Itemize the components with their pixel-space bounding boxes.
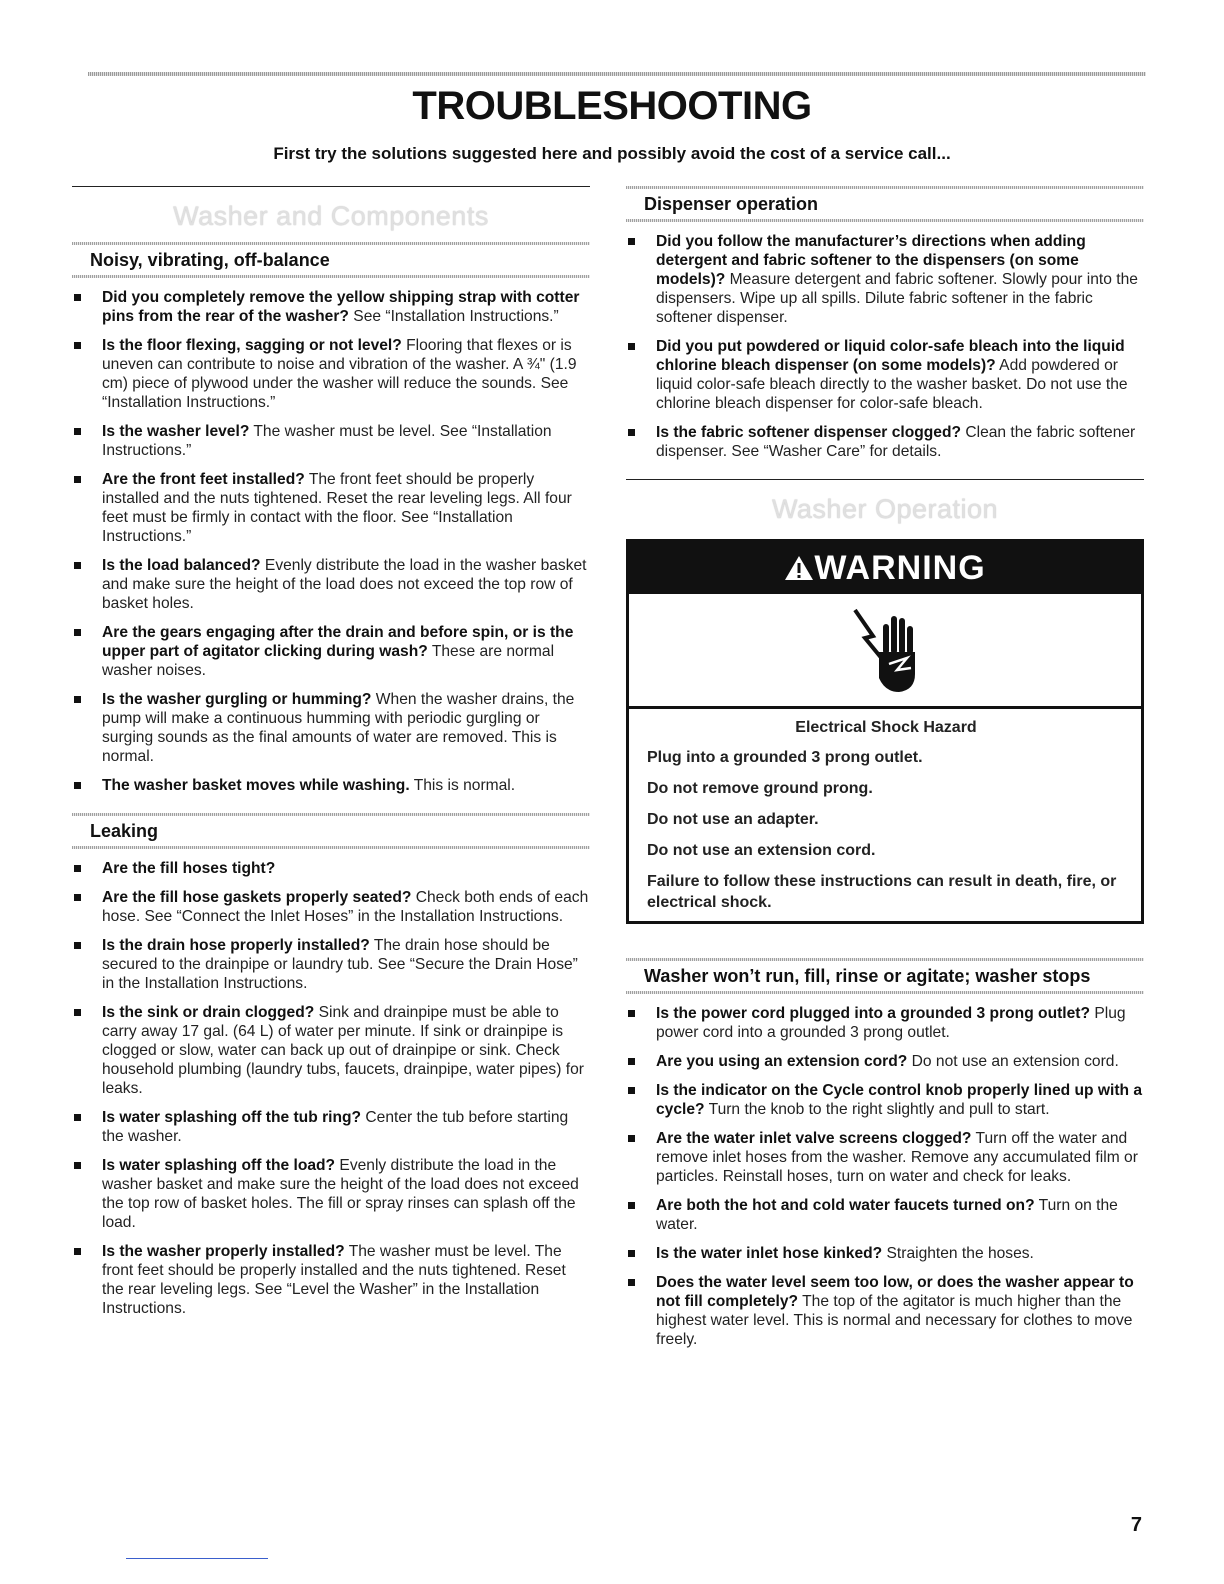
section-title-washer-operation: Washer Operation xyxy=(771,494,999,524)
item-answer: The top of the agitator is much higher than the highest water level. This is normal and necessary for clothes to move freely. xyxy=(656,1293,1133,1348)
item-answer: These are normal washer noises. xyxy=(102,643,555,679)
item-question: Is the drain hose properly installed? xyxy=(102,937,370,954)
item-answer: Turn off the water and remove inlet hoses from the washer. Remove any accumulated film or particles. Reinstall hoses, turn on water and check for leaks. xyxy=(656,1130,1138,1185)
list-wont-run xyxy=(626,1004,1144,1349)
bullet-square-icon xyxy=(628,1087,635,1094)
list-item xyxy=(626,1273,1144,1349)
bullet-square-icon xyxy=(74,1248,81,1255)
page-title: TROUBLESHOOTING xyxy=(412,84,812,128)
item-answer: Plug power cord into a grounded 3 prong outlet. xyxy=(656,1005,1126,1041)
list-item xyxy=(72,888,590,926)
bullet-square-icon xyxy=(628,1250,635,1257)
warning-line: Do not remove ground prong. xyxy=(647,780,873,797)
list-item xyxy=(72,623,590,680)
warning-label: WARNING xyxy=(814,549,986,587)
top-dotted-rule xyxy=(88,72,1146,76)
item-answer: When the washer drains, the pump will make a continuous humming with periodic gurgling or surging sounds as the final amounts of water are removed. This is normal. xyxy=(102,691,575,765)
item-question: Does the water level seem too low, or does the washer appear to not fill completely? xyxy=(656,1274,1134,1310)
list-item xyxy=(626,1081,1144,1119)
bullet-square-icon xyxy=(628,343,635,350)
list-item xyxy=(72,556,590,613)
item-question: Is water splashing off the tub ring? xyxy=(102,1109,362,1126)
dotted-rule xyxy=(72,275,590,278)
item-question: Are you using an extension cord? xyxy=(656,1053,908,1070)
item-question: Is the washer level? xyxy=(102,423,250,440)
item-question: Are the gears engaging after the drain and before spin, or is the upper part of agitator clicking during wash? xyxy=(102,624,574,660)
warning-icon-area xyxy=(629,594,1141,709)
item-answer: Center the tub before starting the washer. xyxy=(102,1109,569,1145)
subheading-noisy: Noisy, vibrating, off-balance xyxy=(90,250,330,270)
list-item xyxy=(72,690,590,766)
bullet-square-icon xyxy=(628,238,635,245)
item-question: Is the power cord plugged into a grounded 3 prong outlet? xyxy=(656,1005,1091,1022)
bullet-square-icon xyxy=(74,294,81,301)
bullet-square-icon xyxy=(74,1009,81,1016)
item-answer: Turn the knob to the right slightly and pull to start. xyxy=(708,1101,1050,1118)
item-question: Is the floor flexing, sagging or not level? xyxy=(102,337,402,354)
item-answer: The washer must be level. See “Installation Instructions.” xyxy=(102,423,552,459)
item-question: Is water splashing off the load? xyxy=(102,1157,336,1174)
item-question: Are both the hot and cold water faucets turned on? xyxy=(656,1197,1035,1214)
bullet-square-icon xyxy=(628,429,635,436)
list-item xyxy=(72,288,590,326)
warning-line: Do not use an adapter. xyxy=(647,811,819,828)
section-title-washer-components: Washer and Components xyxy=(173,201,489,231)
bullet-square-icon xyxy=(74,865,81,872)
page-subtitle: First try the solutions suggested here and possibly avoid the cost of a service call... xyxy=(273,144,951,163)
item-question: Did you follow the manufacturer’s directions when adding detergent and fabric softener to the dispensers (on some models)? xyxy=(656,233,1086,288)
list-item xyxy=(72,336,590,412)
dotted-rule xyxy=(72,846,590,849)
item-question: Is the washer properly installed? xyxy=(102,1243,345,1260)
item-question: Are the fill hose gaskets properly seated? xyxy=(102,889,412,906)
warning-header xyxy=(629,542,1141,594)
dotted-rule xyxy=(626,219,1144,222)
item-question: Are the fill hoses tight? xyxy=(102,860,276,877)
bullet-square-icon xyxy=(74,942,81,949)
item-answer: See “Installation Instructions.” xyxy=(353,308,559,325)
bullet-square-icon xyxy=(74,696,81,703)
item-answer: Clean the fabric softener dispenser. See “Washer Care” for details. xyxy=(656,424,1136,460)
item-question: Is the fabric softener dispenser clogged? xyxy=(656,424,962,441)
bullet-square-icon xyxy=(74,629,81,636)
right-column xyxy=(626,186,1144,1359)
item-answer: Add powdered or liquid color-safe bleach directly to the washer basket. Do not use the chlorine bleach dispenser for color-safe bleach. xyxy=(656,357,1128,412)
warning-line: Do not use an extension cord. xyxy=(647,842,876,859)
bullet-square-icon xyxy=(74,894,81,901)
item-question: Is the washer gurgling or humming? xyxy=(102,691,372,708)
list-item xyxy=(626,423,1144,461)
list-item xyxy=(72,422,590,460)
item-question: Is the indicator on the Cycle control knob properly lined up with a cycle? xyxy=(656,1082,1143,1118)
bullet-square-icon xyxy=(74,782,81,789)
bullet-square-icon xyxy=(74,476,81,483)
subheading-leaking: Leaking xyxy=(90,821,159,841)
item-answer: Evenly distribute the load in the washer basket and make sure the height of the load does not exceed the top row of basket holes. The fill or spray rinses can splash off the load. xyxy=(102,1157,579,1231)
list-item xyxy=(72,776,590,795)
subheading-dispenser: Dispenser operation xyxy=(644,194,819,214)
list-item xyxy=(72,936,590,993)
warning-box xyxy=(626,539,1144,924)
item-answer: Flooring that flexes or is uneven can contribute to noise and vibration of the washer. A ¾" (1.9 cm) piece of plywood under the washer will reduce the sounds. See “Installation Instructions.” xyxy=(102,337,577,411)
list-item xyxy=(72,1156,590,1232)
warning-line: Failure to follow these instructions can result in death, fire, or electrical shock. xyxy=(647,873,1117,911)
item-question: Is the sink or drain clogged? xyxy=(102,1004,315,1021)
list-item xyxy=(626,1052,1144,1071)
item-answer: Sink and drainpipe must be able to carry away 17 gal. (64 L) of water per minute. If sink or drainpipe is clogged or slow, water can back up out of drainpipe or sink. Check household plumbing (laundry tubs, faucets, drainpipe, water pipes) for leaks. xyxy=(102,1004,584,1097)
list-item xyxy=(72,1242,590,1318)
footer-line xyxy=(126,1558,268,1559)
bullet-square-icon xyxy=(628,1202,635,1209)
warning-triangle-icon xyxy=(784,555,814,581)
warning-body xyxy=(629,709,1141,921)
item-answer: Turn on the water. xyxy=(656,1197,1118,1233)
item-question: Did you put powdered or liquid color-safe bleach into the liquid chlorine bleach dispenser (on some models)? xyxy=(656,338,1125,374)
item-answer: This is normal. xyxy=(413,777,516,794)
item-answer: The washer must be level. The front feet should be properly installed and the nuts tightened. Reset the rear leveling legs. See “Level the Washer” in the Installation Instructions. xyxy=(102,1243,566,1317)
item-answer: The drain hose should be secured to the drainpipe or laundry tub. See “Secure the Drain Hose” in the Installation Instructions. xyxy=(102,937,578,992)
subheading-wont-run: Washer won’t run, fill, rinse or agitate; washer stops xyxy=(644,966,1091,986)
list-item xyxy=(626,1196,1144,1234)
item-answer: Evenly distribute the load in the washer basket and make sure the height of the load does not exceed the top row of basket holes. xyxy=(102,557,587,612)
item-question: Is the load balanced? xyxy=(102,557,261,574)
bullet-square-icon xyxy=(628,1058,635,1065)
item-question: Are the water inlet valve screens clogged? xyxy=(656,1130,972,1147)
list-item xyxy=(626,1129,1144,1186)
list-dispenser xyxy=(626,232,1144,461)
item-question: Is the water inlet hose kinked? xyxy=(656,1245,883,1262)
electrical-shock-hand-icon xyxy=(845,602,925,698)
item-question: The washer basket moves while washing. xyxy=(102,777,410,794)
item-question: Are the front feet installed? xyxy=(102,471,305,488)
bullet-square-icon xyxy=(628,1135,635,1142)
list-item xyxy=(72,1108,590,1146)
item-answer: Do not use an extension cord. xyxy=(911,1053,1119,1070)
dotted-rule xyxy=(626,991,1144,994)
list-item xyxy=(72,470,590,546)
item-answer: Check both ends of each hose. See “Connect the Inlet Hoses” in the Installation Instructions. xyxy=(102,889,589,925)
list-item xyxy=(626,232,1144,327)
item-answer: The front feet should be properly installed and the nuts tightened. Reset the rear leveling legs. All four feet must be firmly in contact with the floor. See “Installation Instructions.” xyxy=(102,471,572,545)
list-item xyxy=(626,1004,1144,1042)
list-leaking xyxy=(72,859,590,1318)
item-question: Did you completely remove the yellow shipping strap with cotter pins from the rear of the washer? xyxy=(102,289,580,325)
list-item xyxy=(626,337,1144,413)
bullet-square-icon xyxy=(74,428,81,435)
page-number: 7 xyxy=(1130,1514,1142,1536)
list-noisy xyxy=(72,288,590,795)
warning-hazard-title: Electrical Shock Hazard xyxy=(795,719,977,736)
left-column xyxy=(72,186,590,1328)
bullet-square-icon xyxy=(74,562,81,569)
bullet-square-icon xyxy=(628,1279,635,1286)
list-item xyxy=(72,1003,590,1098)
section-rule xyxy=(626,479,1144,480)
warning-line: Plug into a grounded 3 prong outlet. xyxy=(647,749,923,766)
bullet-square-icon xyxy=(74,342,81,349)
item-answer: Straighten the hoses. xyxy=(886,1245,1034,1262)
section-rule xyxy=(72,186,590,187)
list-item xyxy=(626,1244,1144,1263)
item-answer: Measure detergent and fabric softener. Slowly pour into the dispensers. Wipe up all spills. Dilute fabric softener in the fabric softener dispenser. xyxy=(656,271,1138,326)
bullet-square-icon xyxy=(74,1162,81,1169)
bullet-square-icon xyxy=(628,1010,635,1017)
list-item xyxy=(72,859,590,878)
bullet-square-icon xyxy=(74,1114,81,1121)
